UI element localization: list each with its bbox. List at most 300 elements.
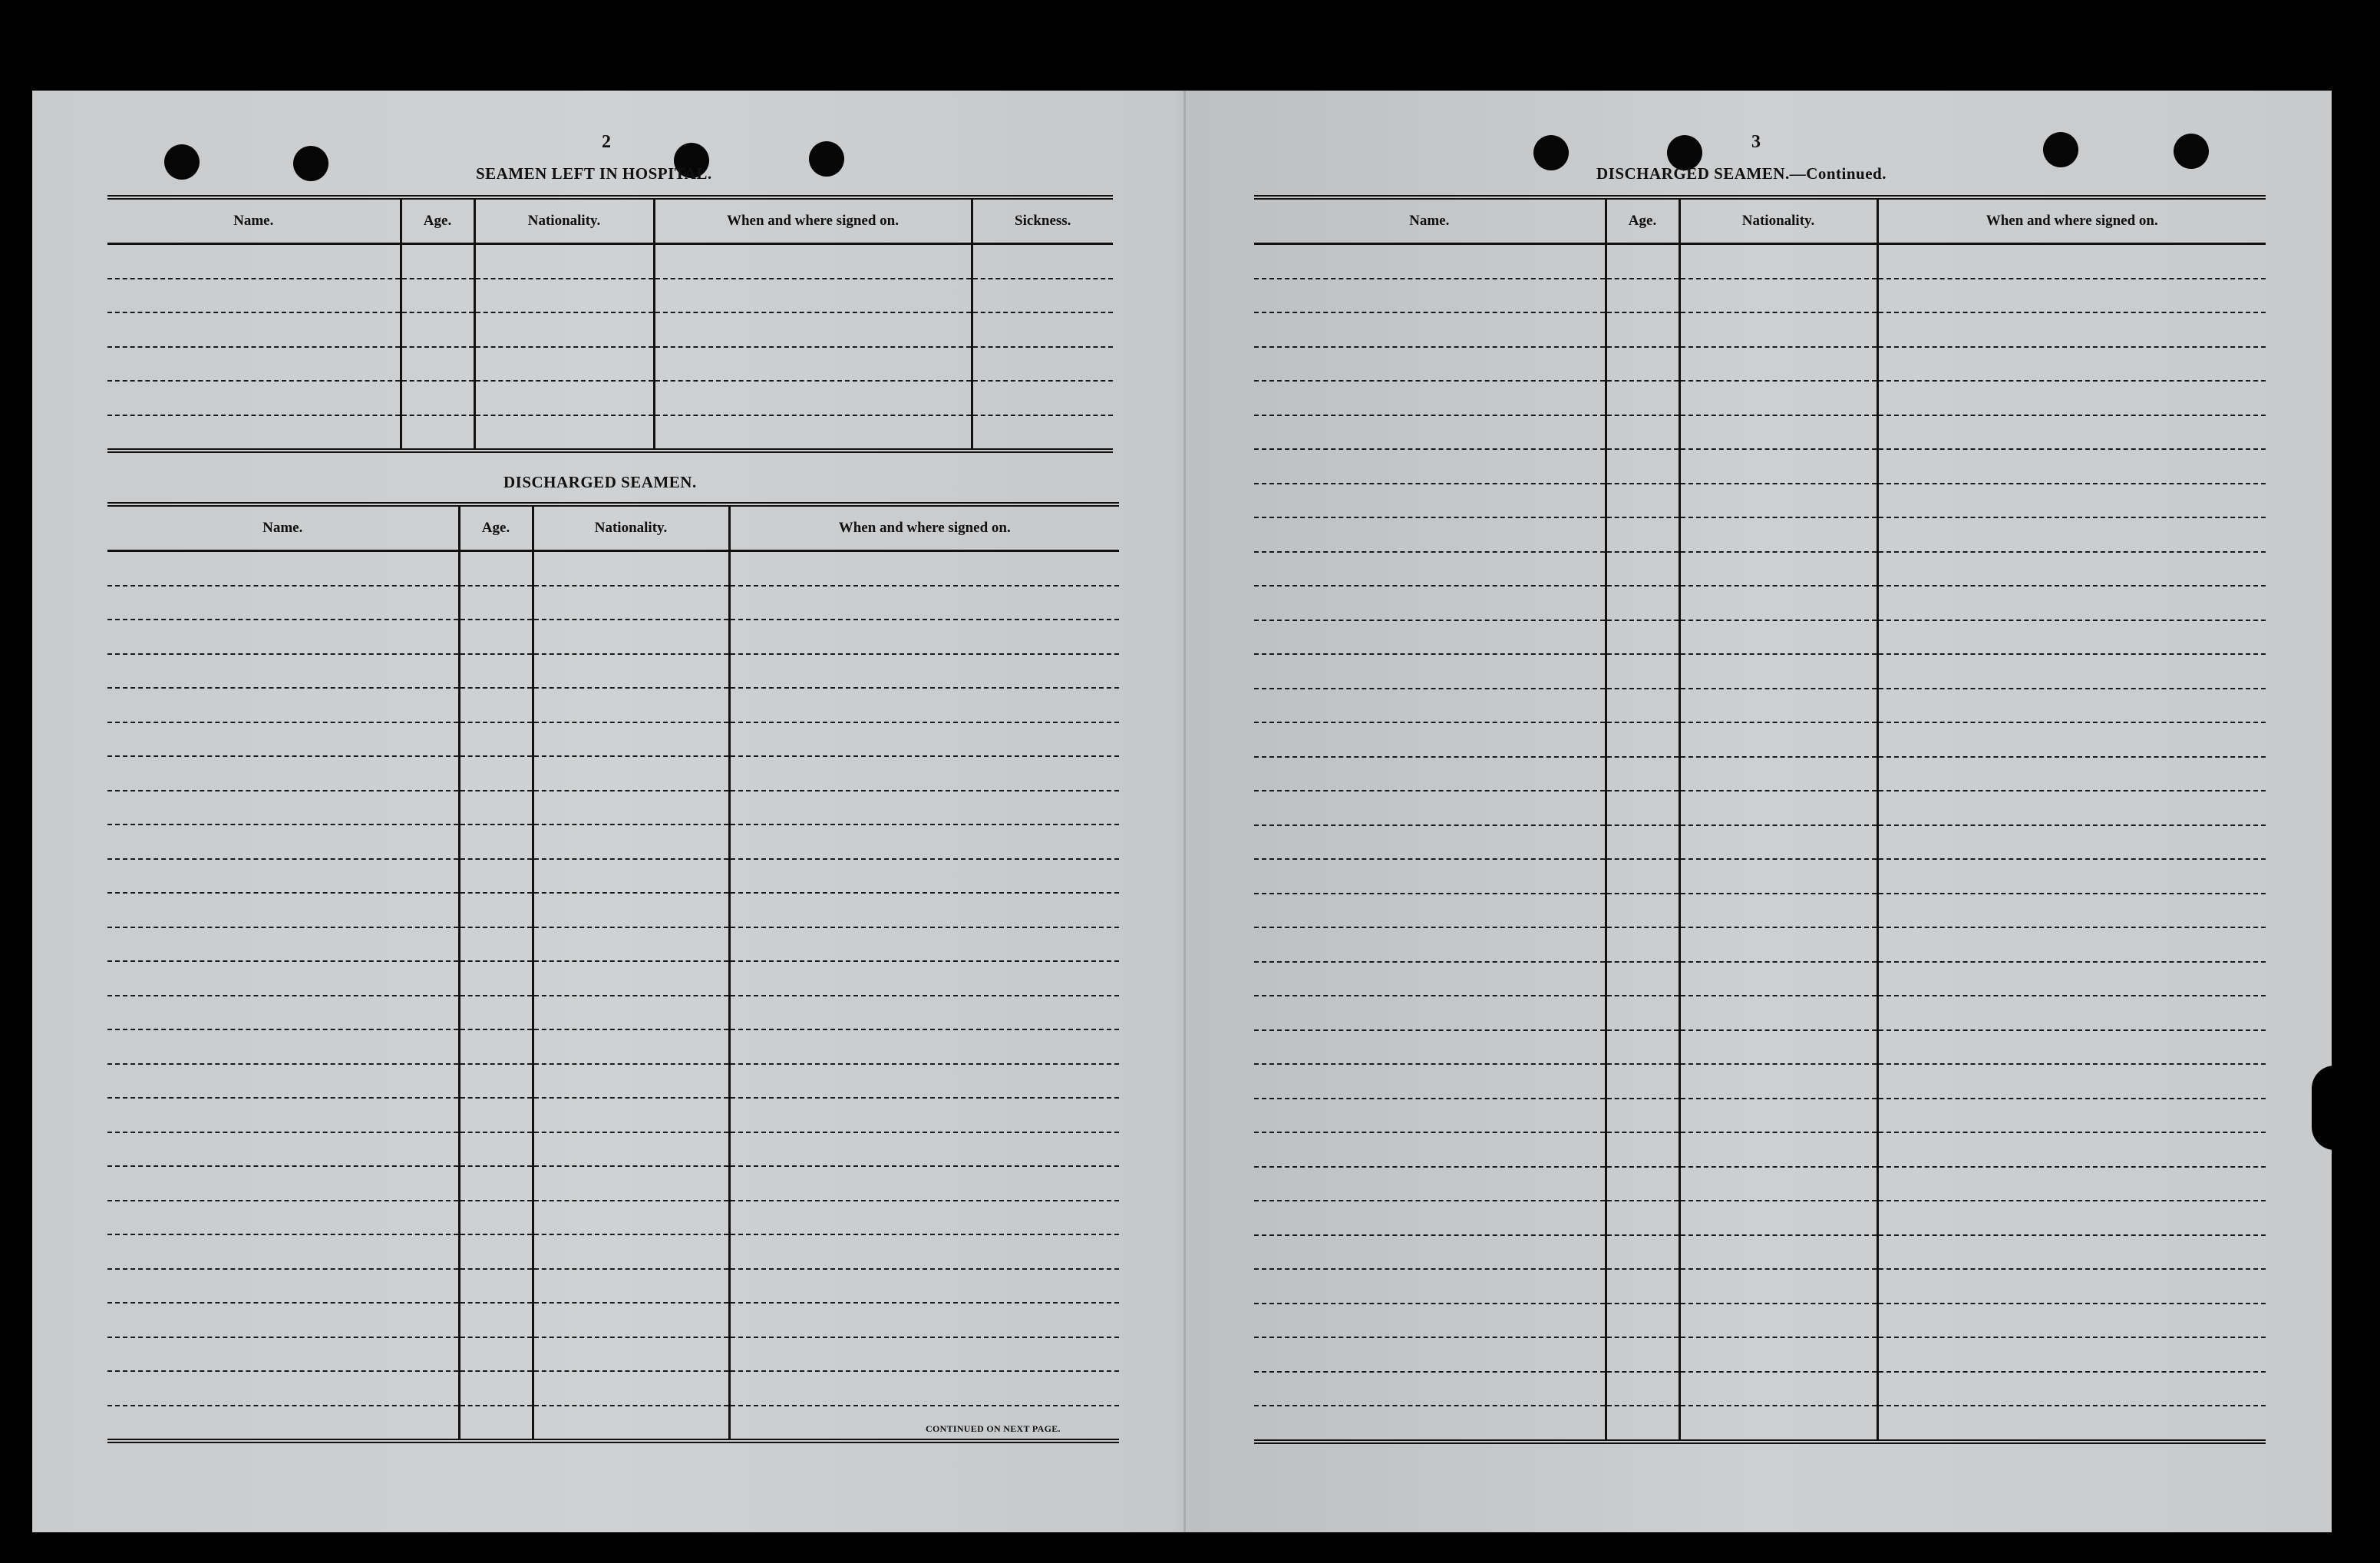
blank-cell[interactable]: [1877, 1201, 2266, 1235]
blank-cell[interactable]: [729, 654, 1119, 689]
blank-cell[interactable]: [1679, 517, 1877, 552]
blank-cell[interactable]: [654, 415, 972, 451]
blank-cell[interactable]: [1679, 825, 1877, 860]
blank-cell[interactable]: [1254, 552, 1606, 587]
blank-cell[interactable]: [1877, 552, 2266, 587]
blank-cell[interactable]: [1606, 654, 1679, 689]
blank-cell[interactable]: [1877, 722, 2266, 757]
blank-cell[interactable]: [533, 1132, 729, 1167]
blank-cell[interactable]: [1877, 1099, 2266, 1133]
blank-cell[interactable]: [972, 381, 1113, 415]
blank-cell[interactable]: [1254, 1406, 1606, 1442]
blank-cell[interactable]: [1679, 381, 1877, 415]
blank-cell[interactable]: [533, 1337, 729, 1372]
table-row: [1254, 1235, 2266, 1270]
blank-cell[interactable]: [1254, 1064, 1606, 1099]
blank-cell[interactable]: [1254, 654, 1606, 689]
blank-cell[interactable]: [729, 1337, 1119, 1372]
blank-cell[interactable]: [107, 279, 401, 313]
blank-cell[interactable]: [533, 996, 729, 1030]
blank-cell[interactable]: [1606, 927, 1679, 962]
column-header: Nationality.: [533, 504, 729, 551]
blank-cell[interactable]: [1679, 1269, 1877, 1304]
blank-cell[interactable]: [729, 1234, 1119, 1269]
blank-cell[interactable]: [459, 1303, 533, 1337]
blank-cell[interactable]: [1877, 1132, 2266, 1167]
blank-cell[interactable]: [401, 347, 474, 382]
blank-cell[interactable]: [533, 1064, 729, 1099]
blank-cell[interactable]: [533, 893, 729, 927]
blank-cell[interactable]: [401, 244, 474, 279]
blank-cell[interactable]: [459, 654, 533, 689]
blank-cell[interactable]: [533, 961, 729, 996]
blank-cell[interactable]: [1679, 1406, 1877, 1442]
blank-cell[interactable]: [1254, 1337, 1606, 1372]
blank-cell[interactable]: [1877, 859, 2266, 894]
blank-cell[interactable]: [1606, 894, 1679, 928]
table-row: [107, 1371, 1119, 1406]
blank-cell[interactable]: [107, 654, 459, 689]
blank-cell[interactable]: [401, 381, 474, 415]
blank-cell[interactable]: [533, 654, 729, 689]
table-row: [107, 893, 1119, 927]
blank-cell[interactable]: [1254, 484, 1606, 518]
blank-cell[interactable]: [107, 312, 401, 347]
blank-cell[interactable]: [729, 722, 1119, 757]
blank-cell[interactable]: [1877, 1235, 2266, 1270]
blank-cell[interactable]: [654, 381, 972, 415]
blank-cell[interactable]: [533, 1234, 729, 1269]
blank-cell[interactable]: [1254, 1030, 1606, 1065]
blank-cell[interactable]: [107, 893, 459, 927]
blank-cell[interactable]: [459, 620, 533, 654]
blank-cell[interactable]: [1606, 586, 1679, 620]
blank-cell[interactable]: [1679, 244, 1877, 279]
blank-cell[interactable]: [474, 312, 654, 347]
blank-cell[interactable]: [1606, 244, 1679, 279]
blank-cell[interactable]: [1877, 449, 2266, 484]
blank-cell[interactable]: [1679, 654, 1877, 689]
blank-cell[interactable]: [729, 1029, 1119, 1064]
blank-cell[interactable]: [474, 415, 654, 451]
blank-cell[interactable]: [107, 1029, 459, 1064]
table-row: [107, 927, 1119, 962]
blank-cell[interactable]: [107, 1371, 459, 1406]
blank-cell[interactable]: [533, 1303, 729, 1337]
blank-cell[interactable]: [459, 1132, 533, 1167]
blank-cell[interactable]: [1679, 312, 1877, 347]
blank-cell[interactable]: [1877, 791, 2266, 825]
blank-cell[interactable]: [1877, 381, 2266, 415]
blank-cell[interactable]: [1254, 825, 1606, 860]
blank-cell[interactable]: [1877, 517, 2266, 552]
blank-cell[interactable]: [107, 756, 459, 791]
blank-cell[interactable]: [474, 279, 654, 313]
blank-cell[interactable]: [1254, 415, 1606, 450]
blank-cell[interactable]: [459, 1337, 533, 1372]
blank-cell[interactable]: [1679, 1304, 1877, 1338]
blank-cell[interactable]: [401, 279, 474, 313]
blank-cell[interactable]: [459, 1269, 533, 1304]
blank-cell[interactable]: [1679, 449, 1877, 484]
column-header: Name.: [262, 520, 303, 536]
page-number: 3: [1751, 132, 1761, 152]
blank-cell[interactable]: [729, 996, 1119, 1030]
blank-cell[interactable]: [1679, 1099, 1877, 1133]
blank-cell[interactable]: [1679, 552, 1877, 587]
blank-cell[interactable]: [1679, 1030, 1877, 1065]
blank-cell[interactable]: [1606, 1064, 1679, 1099]
blank-cell[interactable]: [107, 1098, 459, 1132]
blank-cell[interactable]: [1679, 894, 1877, 928]
blank-cell[interactable]: [1877, 244, 2266, 279]
blank-cell[interactable]: [533, 1098, 729, 1132]
blank-cell[interactable]: [107, 1406, 459, 1442]
blank-cell[interactable]: [1679, 1167, 1877, 1201]
table-header-row: [107, 504, 1119, 551]
blank-cell[interactable]: [459, 1406, 533, 1442]
blank-cell[interactable]: [972, 279, 1113, 313]
blank-cell[interactable]: [1254, 689, 1606, 723]
blank-cell[interactable]: [107, 586, 459, 620]
blank-cell[interactable]: [1254, 757, 1606, 791]
blank-cell[interactable]: [459, 1064, 533, 1099]
blank-cell[interactable]: [1877, 825, 2266, 860]
blank-cell[interactable]: [1606, 347, 1679, 382]
blank-cell[interactable]: [1606, 1372, 1679, 1406]
blank-cell[interactable]: [459, 586, 533, 620]
table-row: [1254, 1064, 2266, 1099]
blank-cell[interactable]: [459, 961, 533, 996]
blank-cell[interactable]: [459, 893, 533, 927]
blank-cell[interactable]: [1254, 927, 1606, 962]
blank-cell[interactable]: [107, 347, 401, 382]
blank-cell[interactable]: [459, 756, 533, 791]
blank-cell[interactable]: [1254, 312, 1606, 347]
blank-cell[interactable]: [107, 551, 459, 586]
table-row: [1254, 1132, 2266, 1167]
right-page: [1183, 91, 2332, 1532]
blank-cell[interactable]: [107, 688, 459, 722]
blank-cell[interactable]: [107, 381, 401, 415]
blank-cell[interactable]: [1877, 689, 2266, 723]
blank-cell[interactable]: [107, 791, 459, 825]
table-row: [1254, 1030, 2266, 1065]
blank-cell[interactable]: [107, 1166, 459, 1201]
blank-cell[interactable]: [1254, 962, 1606, 996]
blank-cell[interactable]: [1877, 996, 2266, 1030]
blank-cell[interactable]: [533, 859, 729, 894]
blank-cell[interactable]: [729, 1269, 1119, 1304]
blank-cell[interactable]: [1606, 552, 1679, 587]
blank-cell[interactable]: [1679, 1064, 1877, 1099]
blank-cell[interactable]: [107, 415, 401, 451]
blank-cell[interactable]: [654, 244, 972, 279]
blank-cell[interactable]: [459, 824, 533, 859]
blank-cell[interactable]: [1606, 312, 1679, 347]
blank-cell[interactable]: [533, 756, 729, 791]
column-header: Age.: [401, 197, 474, 244]
blank-cell[interactable]: [729, 859, 1119, 894]
blank-cell[interactable]: [459, 1234, 533, 1269]
blank-cell[interactable]: [474, 381, 654, 415]
blank-cell[interactable]: [107, 244, 401, 279]
blank-cell[interactable]: [1679, 586, 1877, 620]
blank-cell[interactable]: [654, 312, 972, 347]
blank-cell[interactable]: [729, 791, 1119, 825]
blank-cell[interactable]: [1254, 586, 1606, 620]
blank-cell[interactable]: [1606, 996, 1679, 1030]
blank-cell[interactable]: [1254, 1201, 1606, 1235]
blank-cell[interactable]: [1606, 1304, 1679, 1338]
blank-cell[interactable]: [1254, 722, 1606, 757]
blank-cell[interactable]: [459, 688, 533, 722]
blank-cell[interactable]: [107, 1201, 459, 1235]
blank-cell[interactable]: [729, 1166, 1119, 1201]
blank-cell[interactable]: [533, 927, 729, 962]
blank-cell[interactable]: [729, 1098, 1119, 1132]
blank-cell[interactable]: [1254, 279, 1606, 313]
blank-cell[interactable]: [1877, 894, 2266, 928]
blank-cell[interactable]: [1877, 415, 2266, 450]
blank-cell[interactable]: [1679, 962, 1877, 996]
blank-cell[interactable]: [459, 551, 533, 586]
blank-cell[interactable]: [459, 1029, 533, 1064]
blank-cell[interactable]: [1877, 1167, 2266, 1201]
blank-cell[interactable]: [1254, 517, 1606, 552]
blank-cell[interactable]: [1679, 279, 1877, 313]
blank-cell[interactable]: [1606, 722, 1679, 757]
blank-cell[interactable]: [107, 1234, 459, 1269]
blank-cell[interactable]: [1254, 894, 1606, 928]
blank-cell[interactable]: [1877, 962, 2266, 996]
blank-cell[interactable]: [533, 1201, 729, 1235]
table-row: [1254, 312, 2266, 347]
blank-cell[interactable]: [1606, 1132, 1679, 1167]
blank-cell[interactable]: [1877, 1406, 2266, 1442]
blank-cell[interactable]: [1877, 757, 2266, 791]
blank-cell[interactable]: [1679, 722, 1877, 757]
blank-cell[interactable]: [107, 996, 459, 1030]
blank-cell[interactable]: [729, 1303, 1119, 1337]
blank-cell[interactable]: [459, 996, 533, 1030]
blank-cell[interactable]: [1254, 244, 1606, 279]
table-row: [1254, 689, 2266, 723]
blank-cell[interactable]: [1679, 415, 1877, 450]
blank-cell[interactable]: [1606, 962, 1679, 996]
blank-cell[interactable]: [459, 1166, 533, 1201]
blank-cell[interactable]: [1877, 927, 2266, 962]
blank-cell[interactable]: [1877, 347, 2266, 382]
blank-cell[interactable]: [107, 824, 459, 859]
blank-cell[interactable]: [1606, 859, 1679, 894]
blank-cell[interactable]: [729, 1132, 1119, 1167]
blank-cell[interactable]: [972, 347, 1113, 382]
blank-cell[interactable]: [654, 347, 972, 382]
blank-cell[interactable]: [1877, 312, 2266, 347]
blank-cell[interactable]: [1679, 1235, 1877, 1270]
table-row: [107, 1234, 1119, 1269]
blank-cell[interactable]: [1254, 859, 1606, 894]
blank-cell[interactable]: [1606, 279, 1679, 313]
blank-cell[interactable]: [729, 824, 1119, 859]
blank-cell[interactable]: [401, 415, 474, 451]
blank-cell[interactable]: [1606, 1201, 1679, 1235]
blank-cell[interactable]: [1679, 791, 1877, 825]
blank-cell[interactable]: [1679, 689, 1877, 723]
discharged-section-title: DISCHARGED SEAMEN.: [503, 473, 697, 491]
blank-cell[interactable]: [474, 244, 654, 279]
blank-cell[interactable]: [1254, 1304, 1606, 1338]
blank-cell[interactable]: [1679, 927, 1877, 962]
blank-cell[interactable]: [1877, 1030, 2266, 1065]
blank-cell[interactable]: [533, 551, 729, 586]
table-row: [107, 551, 1119, 586]
blank-cell[interactable]: [459, 1201, 533, 1235]
blank-cell[interactable]: [1254, 1167, 1606, 1201]
table-row: [107, 1098, 1119, 1132]
blank-cell[interactable]: [1877, 484, 2266, 518]
blank-cell[interactable]: [729, 620, 1119, 654]
ledger-sheet: [32, 91, 2332, 1532]
blank-cell[interactable]: [729, 927, 1119, 962]
blank-cell[interactable]: [533, 1029, 729, 1064]
blank-cell[interactable]: [1679, 1132, 1877, 1167]
blank-cell[interactable]: [1606, 1235, 1679, 1270]
blank-cell[interactable]: [107, 961, 459, 996]
blank-cell[interactable]: [107, 1337, 459, 1372]
blank-cell[interactable]: [1679, 996, 1877, 1030]
blank-cell[interactable]: [1254, 1132, 1606, 1167]
blank-cell[interactable]: [729, 1064, 1119, 1099]
table-row: [1254, 757, 2266, 791]
blank-cell[interactable]: [401, 312, 474, 347]
blank-cell[interactable]: [1877, 586, 2266, 620]
blank-cell[interactable]: [1606, 1337, 1679, 1372]
blank-cell[interactable]: [1254, 1372, 1606, 1406]
blank-cell[interactable]: [533, 1166, 729, 1201]
blank-cell[interactable]: [1606, 1269, 1679, 1304]
blank-cell[interactable]: [107, 1132, 459, 1167]
blank-cell[interactable]: [107, 1303, 459, 1337]
blank-cell[interactable]: [1877, 1304, 2266, 1338]
blank-cell[interactable]: [1254, 1269, 1606, 1304]
blank-cell[interactable]: [107, 620, 459, 654]
blank-cell[interactable]: [729, 551, 1119, 586]
blank-cell[interactable]: [1679, 859, 1877, 894]
blank-cell[interactable]: [107, 859, 459, 894]
blank-cell[interactable]: [1877, 1337, 2266, 1372]
blank-cell[interactable]: [1877, 1064, 2266, 1099]
blank-cell[interactable]: [533, 586, 729, 620]
blank-cell[interactable]: [729, 893, 1119, 927]
blank-cell[interactable]: [1679, 757, 1877, 791]
blank-cell[interactable]: [107, 1064, 459, 1099]
blank-cell[interactable]: [1254, 996, 1606, 1030]
blank-cell[interactable]: [1877, 1269, 2266, 1304]
table-row: [1254, 894, 2266, 928]
blank-cell[interactable]: [533, 1269, 729, 1304]
blank-cell[interactable]: [1606, 484, 1679, 518]
blank-cell[interactable]: [459, 722, 533, 757]
blank-cell[interactable]: [1877, 654, 2266, 689]
blank-cell[interactable]: [729, 688, 1119, 722]
blank-cell[interactable]: [1606, 689, 1679, 723]
blank-cell[interactable]: [729, 961, 1119, 996]
blank-cell[interactable]: [1254, 620, 1606, 655]
blank-cell[interactable]: [474, 347, 654, 382]
table-row: [1254, 1372, 2266, 1406]
blank-cell[interactable]: [1254, 1235, 1606, 1270]
blank-cell[interactable]: [729, 1371, 1119, 1406]
blank-cell[interactable]: [107, 1269, 459, 1304]
blank-cell[interactable]: [1679, 347, 1877, 382]
blank-cell[interactable]: [1606, 1406, 1679, 1442]
blank-cell[interactable]: [729, 756, 1119, 791]
blank-cell[interactable]: [1254, 449, 1606, 484]
blank-cell[interactable]: [1679, 1337, 1877, 1372]
blank-cell[interactable]: [1606, 1030, 1679, 1065]
blank-cell[interactable]: [1606, 1167, 1679, 1201]
blank-cell[interactable]: [1606, 1099, 1679, 1133]
table-row: [107, 381, 1113, 415]
blank-cell[interactable]: [1877, 620, 2266, 655]
blank-cell[interactable]: [1606, 791, 1679, 825]
blank-cell[interactable]: [533, 824, 729, 859]
blank-cell[interactable]: [1877, 279, 2266, 313]
blank-cell[interactable]: [1679, 484, 1877, 518]
blank-cell[interactable]: [972, 244, 1113, 279]
column-header: When and where signed on.: [654, 197, 972, 244]
blank-cell[interactable]: [1877, 1372, 2266, 1406]
blank-cell[interactable]: [972, 312, 1113, 347]
blank-cell[interactable]: [1606, 517, 1679, 552]
blank-cell[interactable]: [533, 688, 729, 722]
blank-cell[interactable]: [459, 927, 533, 962]
blank-cell[interactable]: [1606, 449, 1679, 484]
blank-cell[interactable]: [533, 620, 729, 654]
blank-cell[interactable]: [1606, 415, 1679, 450]
blank-cell[interactable]: [1606, 381, 1679, 415]
blank-cell[interactable]: [459, 791, 533, 825]
blank-cell[interactable]: [1679, 620, 1877, 655]
blank-cell[interactable]: [533, 1406, 729, 1442]
blank-cell[interactable]: [459, 1098, 533, 1132]
blank-cell[interactable]: [1254, 1099, 1606, 1133]
blank-cell[interactable]: [533, 722, 729, 757]
continued-note: CONTINUED ON NEXT PAGE.: [926, 1423, 1061, 1434]
blank-cell[interactable]: [107, 722, 459, 757]
blank-cell[interactable]: [1606, 825, 1679, 860]
blank-cell[interactable]: [1254, 791, 1606, 825]
blank-cell[interactable]: [1254, 347, 1606, 382]
blank-cell[interactable]: [654, 279, 972, 313]
blank-cell[interactable]: [107, 927, 459, 962]
blank-cell[interactable]: [729, 586, 1119, 620]
blank-cell[interactable]: [533, 1371, 729, 1406]
table-row: [1254, 962, 2266, 996]
blank-cell[interactable]: [533, 791, 729, 825]
blank-cell[interactable]: [972, 415, 1113, 451]
blank-cell[interactable]: [729, 1201, 1119, 1235]
blank-cell[interactable]: [1254, 381, 1606, 415]
blank-cell[interactable]: [459, 1371, 533, 1406]
blank-cell[interactable]: [1606, 620, 1679, 655]
blank-cell[interactable]: [459, 859, 533, 894]
blank-cell[interactable]: [1679, 1372, 1877, 1406]
blank-cell[interactable]: [1679, 1201, 1877, 1235]
blank-cell[interactable]: [1606, 757, 1679, 791]
